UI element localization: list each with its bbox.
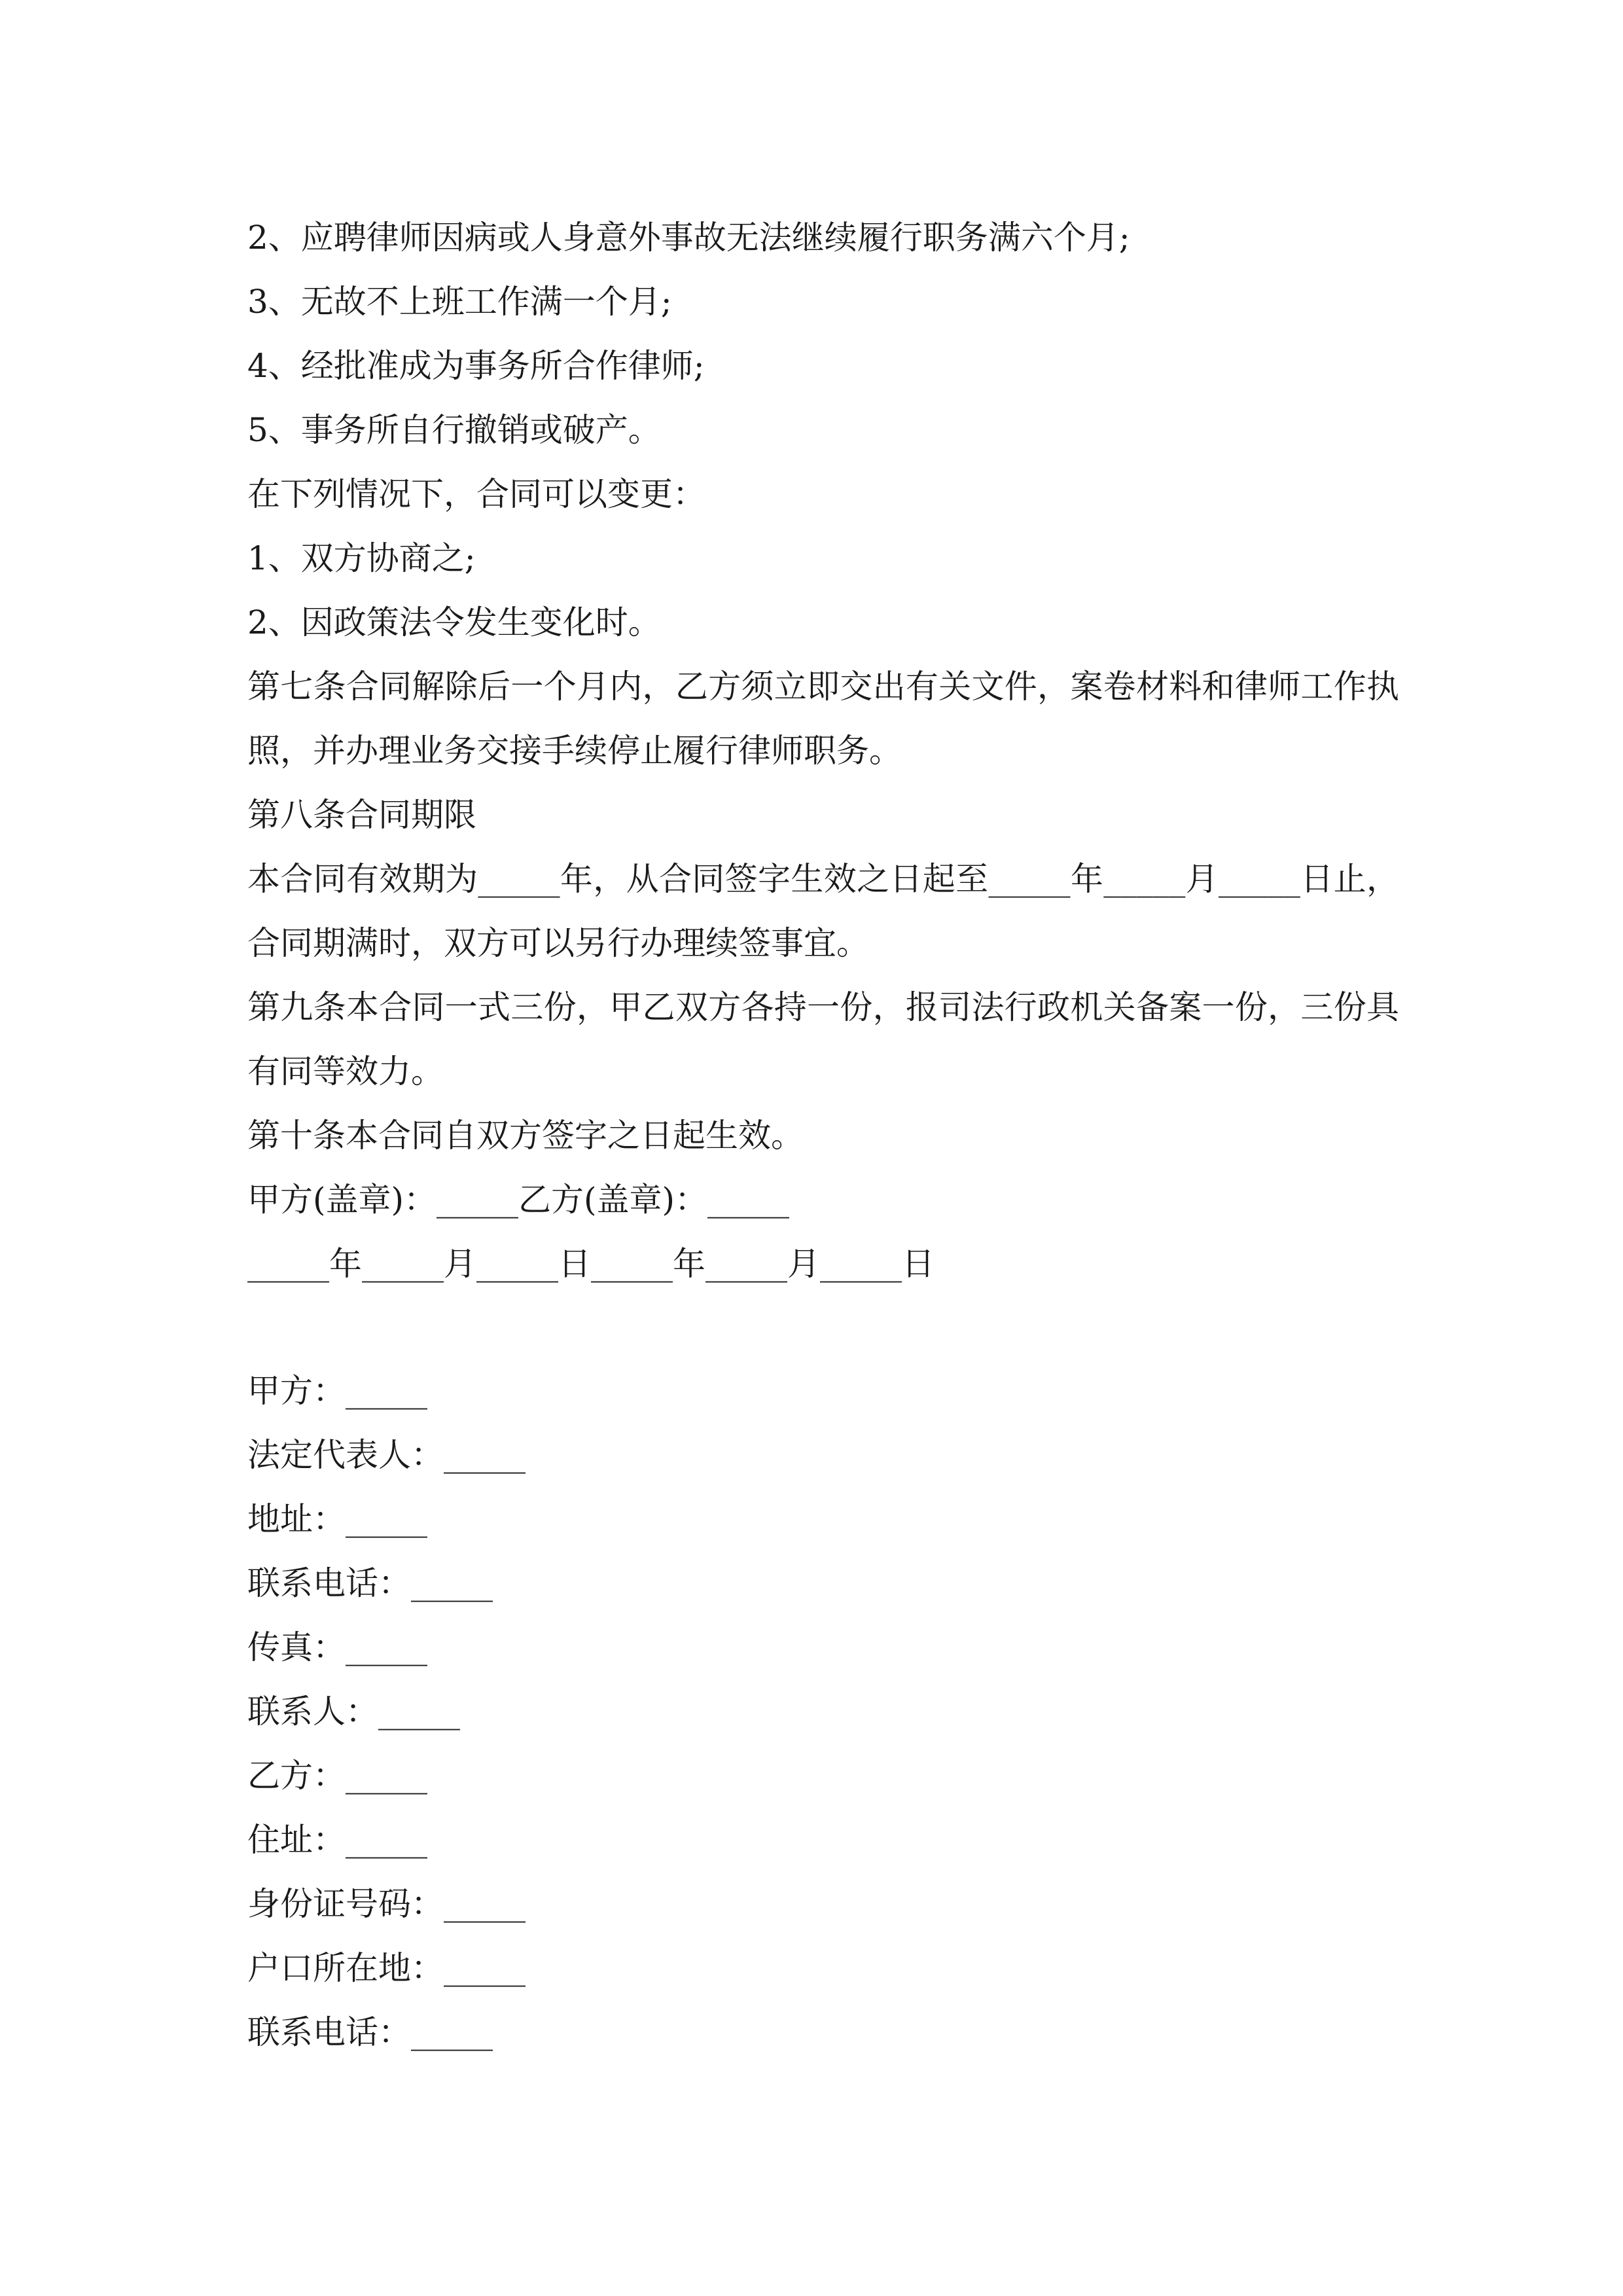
section-spacer — [247, 1296, 1399, 1359]
article10: 第十条本合同自双方签字之日起生效。 — [247, 1117, 804, 1155]
party-b-id-number: 身份证号码：_____ — [247, 1885, 526, 1923]
signature-date-line: _____年_____月_____日_____年_____月_____日 — [247, 1245, 935, 1283]
party-b-name: 乙方：_____ — [247, 1757, 427, 1795]
article7-line2: 照，并办理业务交接手续停止履行律师职务。 — [247, 732, 902, 770]
change-item-2: 2、因政策法令发生变化时。 — [247, 603, 661, 641]
signature-seal-line: 甲方(盖章)：_____乙方(盖章)：_____ — [247, 1181, 790, 1219]
party-a-phone: 联系电话：_____ — [247, 1564, 493, 1602]
party-b-phone: 联系电话：_____ — [247, 2013, 493, 2051]
article8-line1: 本合同有效期为_____年，从合同签字生效之日起至_____年_____月_____日止， — [247, 860, 1399, 898]
party-a-name: 甲方：_____ — [247, 1372, 427, 1410]
termination-item-5: 5、事务所自行撤销或破产。 — [247, 411, 661, 449]
change-intro: 在下列情况下，合同可以变更： — [247, 475, 705, 513]
article7-line1: 第七条合同解除后一个月内，乙方须立即交出有关文件，案卷材料和律师工作执 — [247, 668, 1399, 706]
party-a-address: 地址：_____ — [247, 1500, 427, 1538]
party-a-legal-rep: 法定代表人：_____ — [247, 1436, 526, 1474]
article9-line1: 第九条本合同一式三份，甲乙双方各持一份，报司法行政机关备案一份，三份具 — [247, 988, 1399, 1026]
article8-heading: 第八条合同期限 — [247, 796, 476, 834]
document-page — [247, 206, 1399, 2064]
party-b-residence: 住址：_____ — [247, 1821, 427, 1859]
party-a-contact: 联系人：_____ — [247, 1693, 460, 1731]
party-b-hukou: 户口所在地：_____ — [247, 1949, 526, 1987]
termination-item-4: 4、经批准成为事务所合作律师; — [247, 347, 705, 385]
change-item-1: 1、双方协商之; — [247, 539, 476, 577]
article8-line2: 合同期满时，双方可以另行办理续签事宜。 — [247, 924, 869, 962]
termination-item-2: 2、应聘律师因病或人身意外事故无法继续履行职务满六个月; — [247, 219, 1130, 257]
party-a-fax: 传真：_____ — [247, 1628, 427, 1666]
article9-line2: 有同等效力。 — [247, 1052, 444, 1090]
termination-item-3: 3、无故不上班工作满一个月; — [247, 283, 672, 321]
